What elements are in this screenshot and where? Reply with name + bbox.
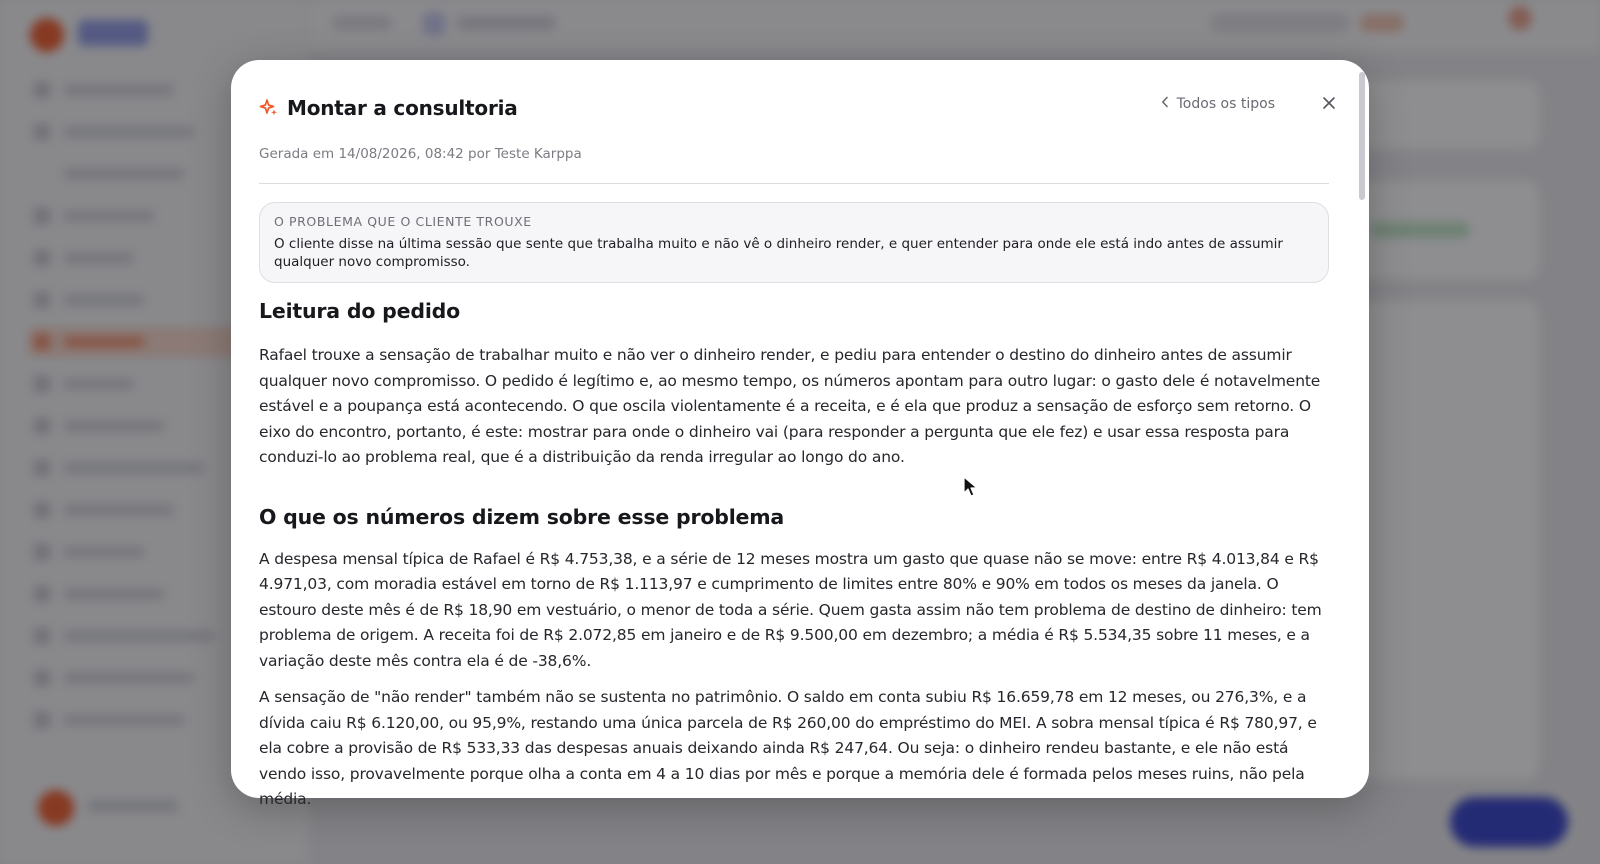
back-to-all-types-link[interactable]	[1161, 96, 1275, 112]
divider	[259, 183, 1329, 184]
client-problem-box	[259, 202, 1329, 283]
close-icon	[1322, 95, 1336, 114]
close-button[interactable]	[1319, 94, 1339, 114]
consultoria-modal	[231, 60, 1369, 808]
paragraph-numeros-1: A despesa mensal típica de Rafael é R$ 4.753,38, e a série de 12 meses mostra um gasto que quase não se move: entre R$ 4.013,84 e R$ 4.971,03, com moradia estável em torno de R$ 1.113,97 e cumprimento de limites entre 80% e 90% em todos os meses da janela. O estouro deste mês é de R$ 18,90 em vestuário, o menor de toda a série. Quem gasta assim não tem problema de destino de dinheiro: tem problema de origem. A receita foi de R$ 2.072,85 em janeiro e de R$ 9.500,00 em dezembro; a média é R$ 5.534,35 sobre 11 meses, e a variação deste mês contra ela é de -38,6%.	[259, 549, 1322, 670]
modal-title: Montar a consultoria	[287, 96, 518, 120]
client-problem-text: O cliente disse na última sessão que sente que trabalha muito e não vê o dinheiro render, e quer entender para onde ele está indo antes de assumir qualquer novo compromisso.	[274, 236, 1283, 270]
sparkle-icon	[259, 98, 279, 118]
client-problem-label: O PROBLEMA QUE O CLIENTE TROUXE	[274, 214, 532, 229]
modal-content[interactable]	[231, 60, 1369, 808]
section-heading-leitura: Leitura do pedido	[259, 299, 460, 323]
paragraph-numeros-2: A sensação de "não render" também não se sustenta no patrimônio. O saldo em conta subiu R$ 16.659,78 em 12 meses, ou 276,3%, e a dívida caiu R$ 6.120,00, ou 95,9%, restando uma única parcela de R$ 260,00 do empréstimo do MEI. A sobra mensal típica é R$ 780,97, e ela cobre a provisão de R$ 533,33 das despesas anuais deixando ainda R$ 247,64. Ou seja: o dinheiro rendeu bastante, e ele não está vendo isso, provavelmente porque olha a conta em 4 a 10 dias por mês e porque a memória dele é formada pelos meses ruins, não pela média.	[259, 688, 1317, 808]
header-actions	[1161, 94, 1339, 114]
paragraph-leitura: Rafael trouxe a sensação de trabalhar muito e não ver o dinheiro render, e pediu para entender o destino do dinheiro antes de assumir qualquer novo compromisso. O pedido é legítimo e, ao mesmo tempo, os números apontam para outro lugar: o gasto dele é notavelmente estável e a poupança está acontecendo. O que oscila violentamente é a receita, e é ela que produz a sensação de esforço sem retorno. O eixo do encontro, portanto, é este: mostrar para onde o dinheiro vai (para responder a pergunta que ele fez) e usar essa resposta para conduzi-lo ao problema real, que é a distribuição da renda irregular ao longo do ano.	[259, 346, 1321, 466]
generation-meta: Gerada em 14/08/2026, 08:42 por Teste Karppa	[259, 146, 582, 162]
section-heading-numeros: O que os números dizem sobre esse problema	[259, 504, 785, 529]
chevron-left-icon	[1161, 96, 1169, 112]
modal-scrollbar[interactable]	[1359, 72, 1365, 786]
modal-scrollbar-thumb[interactable]	[1359, 72, 1365, 200]
mouse-pointer-icon	[963, 476, 979, 498]
back-link-label: Todos os tipos	[1176, 96, 1275, 112]
modal-header	[259, 84, 1329, 132]
